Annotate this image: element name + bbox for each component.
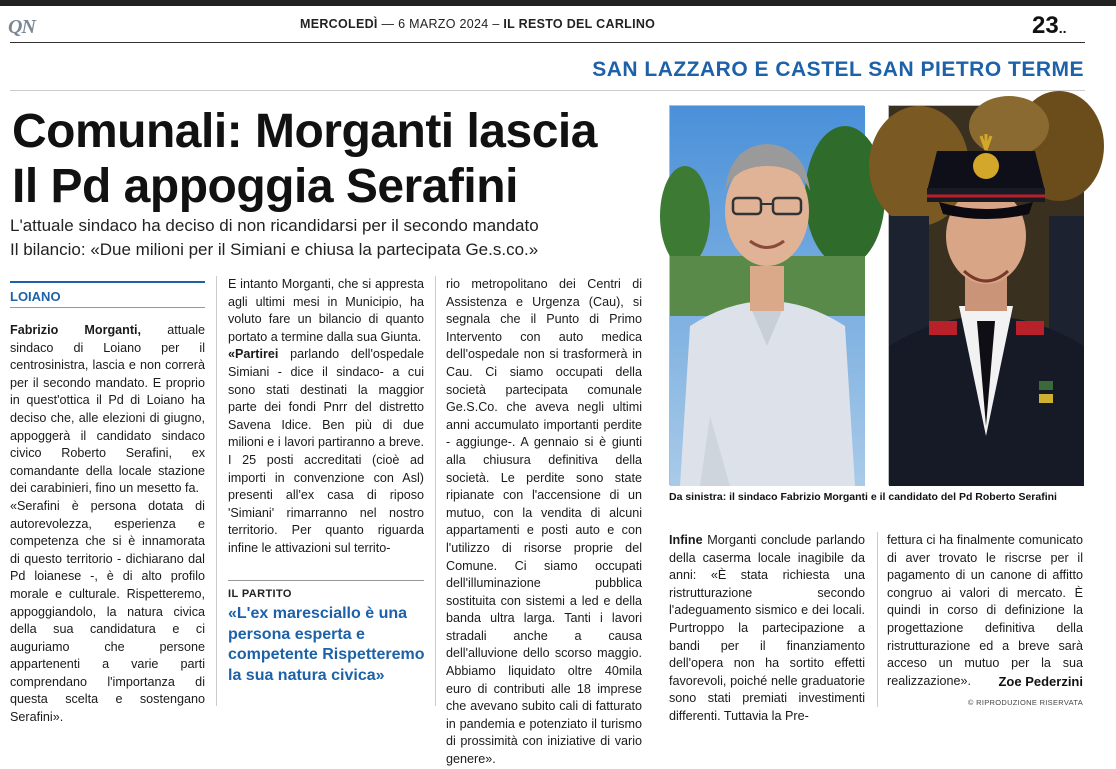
dateline [300, 17, 655, 31]
article-column-3 [446, 276, 642, 769]
subheadline [10, 214, 650, 262]
article-column-2 [228, 276, 424, 558]
section-title: SAN LAZZARO E CASTEL SAN PIETRO TERME [592, 58, 1084, 81]
partito-label: IL PARTITO [228, 588, 292, 600]
page-number-dots: .. [1058, 20, 1067, 36]
page-number-value: 23 [1032, 12, 1059, 39]
top-bar [0, 0, 1116, 6]
photo-fabrizio-morganti [669, 105, 864, 485]
subhead-line1: L'attuale sindaco ha deciso di non ricandidarsi per il secondo mandato [10, 216, 539, 235]
partito-rule [228, 580, 424, 581]
headline-line2: Il Pd appoggia Serafini [12, 160, 518, 213]
article-column-1 [10, 322, 205, 727]
col2-paragraph-1: E intanto Morganti, che si appresta agli ultimi mesi in Municipio, ha voluto fare un bilancio di quanto portato a termine dalla sua Giunta. [228, 277, 424, 344]
pull-quote: «L'ex maresciallo è una persona esperta e competente Rispetteremo la sua natura civica» [228, 605, 425, 684]
photo-roberto-serafini [888, 105, 1083, 485]
section-rule [10, 90, 1085, 91]
kicker-loiano: LOIANO [10, 289, 61, 304]
header-rule [10, 42, 1085, 43]
kicker-top-rule [10, 281, 205, 283]
col1-paragraph-1 [10, 322, 205, 498]
headline [12, 104, 652, 214]
col1-text: attuale sindaco di Loiano per il centrosinistra, lascia e non correrà per il secondo mandato. E proprio in quest'ottica il Pd di Loiano ha deciso che, alle elezioni di giugno, appoggerà il candidato sindaco civico Roberto Serafini, ex comandante della locale stazione dei carabinieri, fino un mesetto fa. [10, 323, 205, 496]
copyright-notice: © RIPRODUZIONE RISERVATA [967, 698, 1083, 707]
col2-text: parlando dell'ospedale Simiani - dice il sindaco- a cui sono stati destinati la maggior parte dei fondi Pnrr del distretto Savena Idice. Ben più di due milioni e i lavori partiranno a breve. I 25 posti accreditati (cioè ad importi in convenzione con Asl) presenti all'ex casa di riposo 'Simiani' rimarranno nel nostro territorio. Per quanto riguarda infine le attivazioni sul territo- [228, 347, 424, 555]
kicker-bottom-rule [10, 307, 205, 308]
dateline-sep1: — [381, 17, 395, 31]
col1-paragraph-2: «Serafini è persona dotata di autorevolezza, esperienza e competenza che si è innamorata di questo territorio - dichiarano dal Pd loianese -, è di alto profilo morale e culturale. Rispetteremo, appoggiandolo, la natura civica della sua candidatura e ci auguriamo che persone appartenenti a varie parti comprendano l'importanza di questa scelta e sostengano Serafini». [10, 498, 205, 725]
dateline-weekday: MERCOLEDÌ [300, 17, 378, 31]
morganti-portrait-illustration [670, 106, 865, 486]
col3-paragraph: rio metropolitano dei Centri di Assistenza e Urgenza (Cau), si segnala che il Punto di Primo Intervento con auto medica dell'ospedale non si trasformerà in Cau. Ci siamo occupati della società partecipata comunale Ge.S.Co. che aveva negli ultimi anni accumulato importanti perdite - aggiunge-. A gennaio si è giunti alla chiusura definitiva della società. Le perdite sono state ripianate con l'accensione di un mutuo, con la vendita di alcuni appartamenti e posti auto e con l'utilizzo di risorse proprie del Comune. Ci siamo occupati dell'illuminazione pubblica sostituita con sistemi a led e della banda ultra larga. Tanti i lavori stradali anche a causa dell'alluvione dello scorso maggio. Abbiamo liquidato oltre 40mila euro di contributi alle 18 imprese che avevano subito cali di fatturato in pandemia e potenziato il turismo di prossimità con iniziative di vario genere». [446, 277, 642, 767]
col4-lead: Infine [669, 533, 703, 547]
column-divider-2 [435, 276, 436, 706]
dateline-paper: IL RESTO DEL CARLINO [503, 17, 656, 31]
col4-paragraph [669, 532, 865, 726]
col4-text: Morganti conclude parlando della caserma locale inagibile da anni: «È stata richiesta una ristrutturazione secondo l'adeguamento sismico e dei locali. Purtroppo la partecipazione a bandi per il finanziamento dell'opera non ha sortito effetti favorevoli, poiché nelle graduatorie sono stati premiati investimenti differenti. Tuttavia la Pre- [669, 533, 865, 723]
dateline-sep2: – [492, 17, 500, 31]
photo-caption: Da sinistra: il sindaco Fabrizio Morganti e il candidato del Pd Roberto Serafini [669, 491, 1057, 503]
qn-logo: QN [8, 16, 35, 38]
serafini-portrait-illustration [889, 106, 1084, 486]
dateline-date: 6 MARZO 2024 [398, 17, 489, 31]
article-column-4 [669, 532, 865, 726]
column-divider-1 [216, 276, 217, 706]
column-divider-3 [877, 532, 878, 707]
subhead-line2: Il bilancio: «Due milioni per il Simiani e chiusa la partecipata Ge.s.co.» [10, 240, 539, 259]
col2-paragraph-2 [228, 346, 424, 557]
col2-lead: «Partirei [228, 347, 279, 362]
page-number [1032, 12, 1066, 40]
headline-line1: Comunali: Morganti lascia [12, 105, 597, 158]
author-signature: Zoe Pederzini [998, 674, 1083, 689]
col1-lead: Fabrizio Morganti, [10, 323, 142, 337]
col5-paragraph: fettura ci ha finalmente comunicato di aver trovato le riscrse per il pagamento di un canone di affitto congruo ai valori di mercato. È quindi in corso di definizione la progettazione definitiva della ristrutturazione ed a breve sarà acceso un mutuo per la sua realizzazione». [887, 533, 1083, 688]
